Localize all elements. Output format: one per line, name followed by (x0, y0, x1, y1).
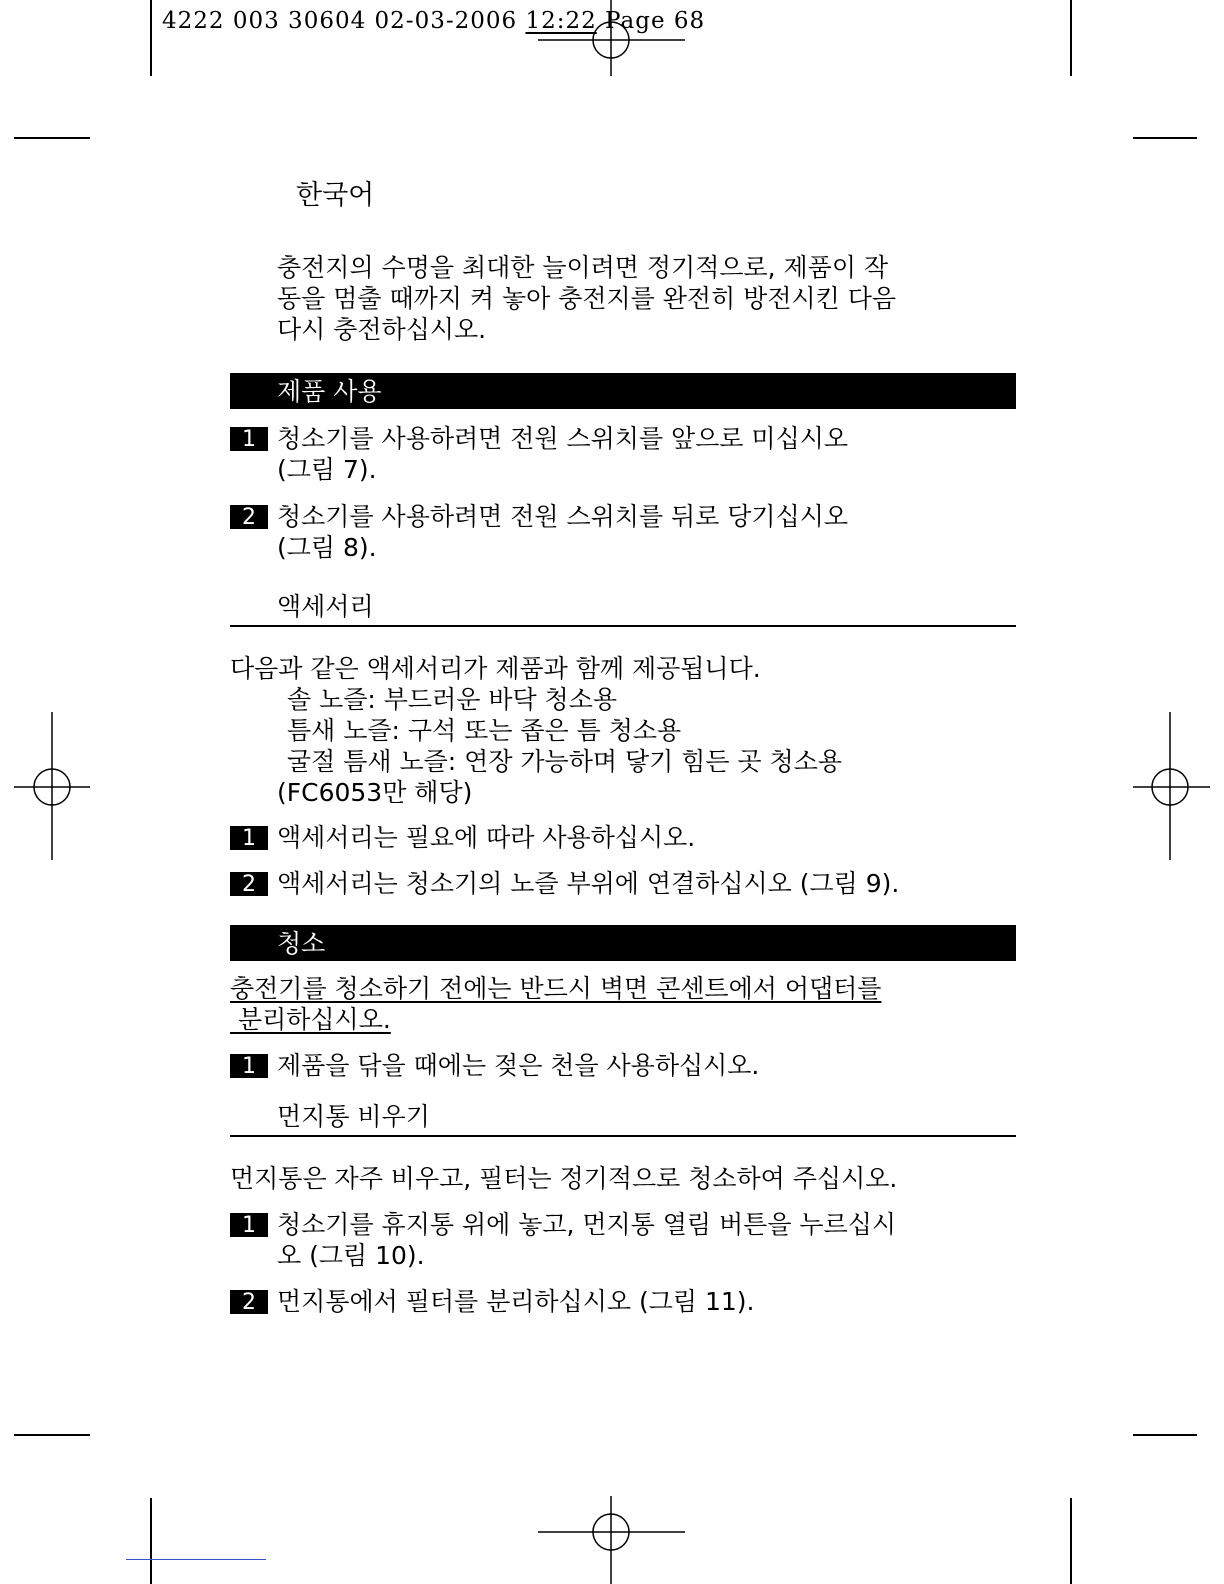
print-code: 4222 003 30604 02-03-2006 (162, 8, 526, 34)
warning-line: 충전기를 청소하기 전에는 반드시 벽면 콘센트에서 어댑터를 (230, 974, 882, 1003)
step-number: 1 (230, 1054, 268, 1078)
print-time: 12:22 (525, 8, 597, 34)
print-page: Page 68 (596, 8, 706, 34)
step-line: 먼지통에서 필터를 분리하십시오 (그림 11). (277, 1287, 755, 1316)
step-line: 청소기를 사용하려면 전원 스위치를 앞으로 미십시오 (277, 424, 849, 453)
step-number: 1 (230, 427, 268, 451)
step-line: 오 (그림 10). (277, 1241, 425, 1270)
step-use-1 (230, 423, 1016, 485)
cleaning-warning (230, 973, 1016, 1035)
step-line: 액세서리는 필요에 따라 사용하십시오. (277, 823, 696, 852)
step-line: 제품을 닦을 때에는 젖은 천을 사용하십시오. (277, 1051, 760, 1080)
warning-line: 분리하십시오. (230, 1005, 391, 1034)
step-emptying-1 (230, 1209, 1016, 1271)
intro-line: 충전지의 수명을 최대한 늘이려면 정기적으로, 제품이 작 (277, 253, 889, 282)
registration-mark-bottom-icon (538, 1496, 685, 1584)
step-number: 1 (230, 826, 268, 850)
accessory-item: 틈새 노즐: 구석 또는 좁은 틈 청소용 (287, 716, 682, 745)
step-use-2 (230, 501, 1016, 563)
step-number: 2 (230, 505, 268, 529)
accessory-note: (FC6053만 해당) (277, 778, 473, 807)
step-line: (그림 7). (277, 455, 377, 484)
step-line: 액세서리는 청소기의 노즐 부위에 연결하십시오 (그림 9). (277, 869, 900, 898)
step-accessories-1 (230, 822, 1016, 853)
accessory-list (230, 684, 1016, 777)
intro-paragraph (230, 252, 1016, 345)
intro-line: 다시 충전하십시오. (277, 315, 487, 344)
step-accessories-2 (230, 868, 1016, 899)
registration-mark-right-icon (1133, 712, 1210, 860)
step-number: 2 (230, 1290, 268, 1314)
accessory-item: 굴절 틈새 노즐: 연장 가능하며 닿기 힘든 곳 청소용 (287, 747, 842, 776)
step-line: (그림 8). (277, 533, 377, 562)
step-emptying-2 (230, 1286, 1016, 1317)
step-number: 1 (230, 1213, 268, 1237)
section-title-cleaning: 청소 (230, 925, 1016, 961)
language-label: 한국어 (296, 180, 375, 211)
manual-content (230, 252, 1016, 1317)
accessories-intro: 다음과 같은 액세서리가 제품과 함께 제공됩니다. (230, 654, 761, 683)
registration-mark-left-icon (14, 712, 90, 860)
section-title-accessories: 액세서리 (230, 589, 1016, 627)
step-line: 청소기를 휴지통 위에 놓고, 먼지통 열림 버튼을 누르십시 (277, 1210, 897, 1239)
emptying-intro: 먼지통은 자주 비우고, 필터는 정기적으로 청소하여 주십시오. (230, 1164, 898, 1193)
intro-line: 동을 멈출 때까지 켜 놓아 충전지를 완전히 방전시킨 다음 (277, 284, 897, 313)
step-number: 2 (230, 872, 268, 896)
section-title-emptying: 먼지통 비우기 (230, 1099, 1016, 1137)
step-line: 청소기를 사용하려면 전원 스위치를 뒤로 당기십시오 (277, 502, 849, 531)
accessory-item: 솔 노즐: 부드러운 바닥 청소용 (287, 685, 618, 714)
section-title-use: 제품 사용 (230, 373, 1016, 409)
print-header (162, 8, 705, 34)
step-cleaning-1 (230, 1050, 1016, 1081)
